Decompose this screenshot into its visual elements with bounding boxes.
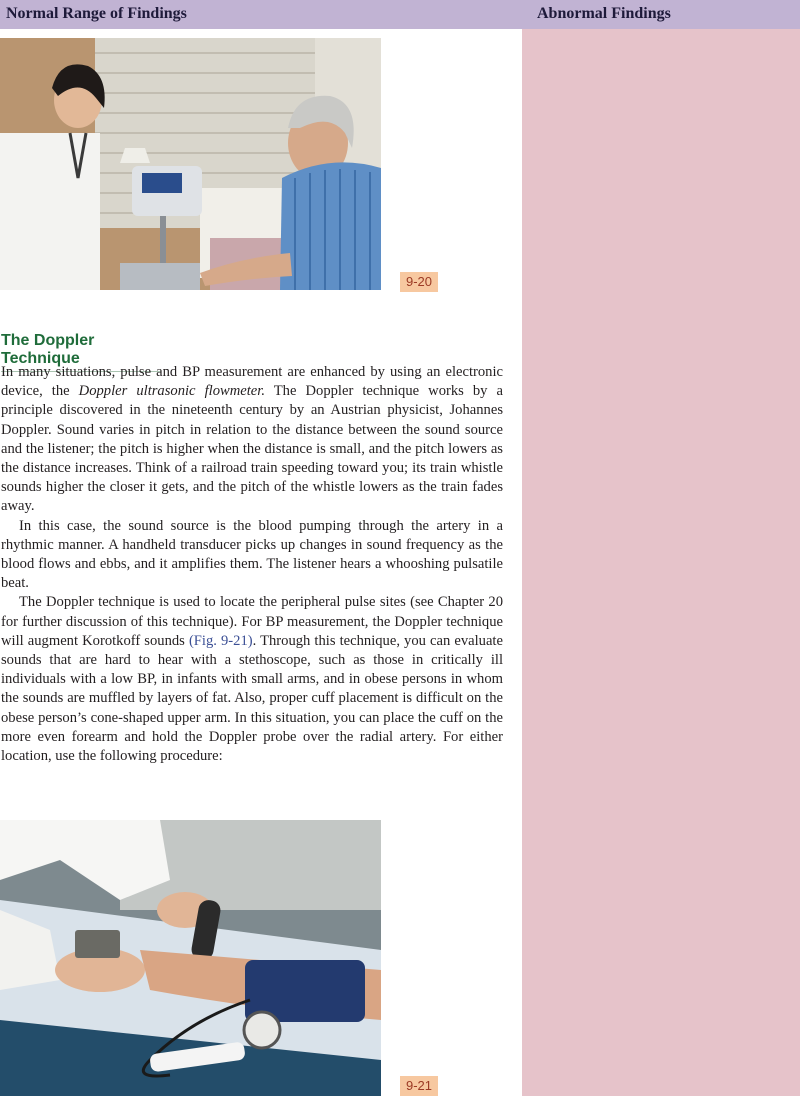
figure-9-21-label: 9-21 xyxy=(400,1076,438,1096)
abnormal-findings-heading: Abnormal Findings xyxy=(537,5,671,22)
paragraph-1-text-a: In many situations, pulse and BP measurement are enhanced by using an electronic device, the xyxy=(1,364,503,400)
paragraph-3-text-b: . Through this technique, you can evaluate sounds that are hard to hear with a stethoscope, such as those in critically ill individuals with a low BP, in infants with small arms, and in obese persons in whom the sounds are muffled by layers of fat. Also, proper cuff placement is difficult on the obese person’s cone-shaped upper arm. In this situation, you can place the cuff on the more even forearm and hold the Doppler probe over the radial artery. For either location, use the following procedure: xyxy=(1,632,503,765)
clinician-patient-illustration xyxy=(0,38,381,290)
body-text xyxy=(1,363,503,766)
figure-9-21-photo xyxy=(0,820,381,1096)
normal-findings-heading: Normal Range of Findings xyxy=(6,5,187,22)
abnormal-findings-column xyxy=(522,29,800,1096)
doppler-procedure-illustration xyxy=(0,820,381,1096)
page-header xyxy=(0,0,800,29)
figure-reference-link[interactable]: (Fig. 9-21) xyxy=(188,632,253,649)
paragraph-3 xyxy=(1,593,503,766)
section-title: The Doppler Technique xyxy=(1,332,161,372)
doppler-term: Doppler ultrasonic flowmeter. xyxy=(78,383,265,400)
figure-9-20-label: 9-20 xyxy=(400,272,438,292)
figure-9-20-photo xyxy=(0,38,381,290)
paragraph-3-text-a: The Doppler technique is used to locate the peripheral pulse sites (see Chapter 20 for further discussion of this technique). For BP measurement, the Doppler technique will augment Korotkoff sounds xyxy=(1,594,503,649)
paragraph-1 xyxy=(1,363,503,517)
paragraph-2: In this case, the sound source is the blood pumping through the artery in a rhythmic manner. A handheld transducer picks up changes in sound frequency as the blood flows and ebbs, and it amplifies them. The listener hears a whooshing pulsatile beat. xyxy=(1,517,503,592)
paragraph-1-text-b: The Doppler technique works by a principle discovered in the nineteenth century by an Austrian physicist, Johannes Doppler. Sound varies in pitch in relation to the distance between the sound source and the listener; the pitch is higher when the distance is small, and the pitch lowers as the distance increases. Think of a railroad train speeding toward you; its train whistle sounds higher the closer it gets, and the pitch of the whistle lowers as the train fades away. xyxy=(1,383,503,515)
